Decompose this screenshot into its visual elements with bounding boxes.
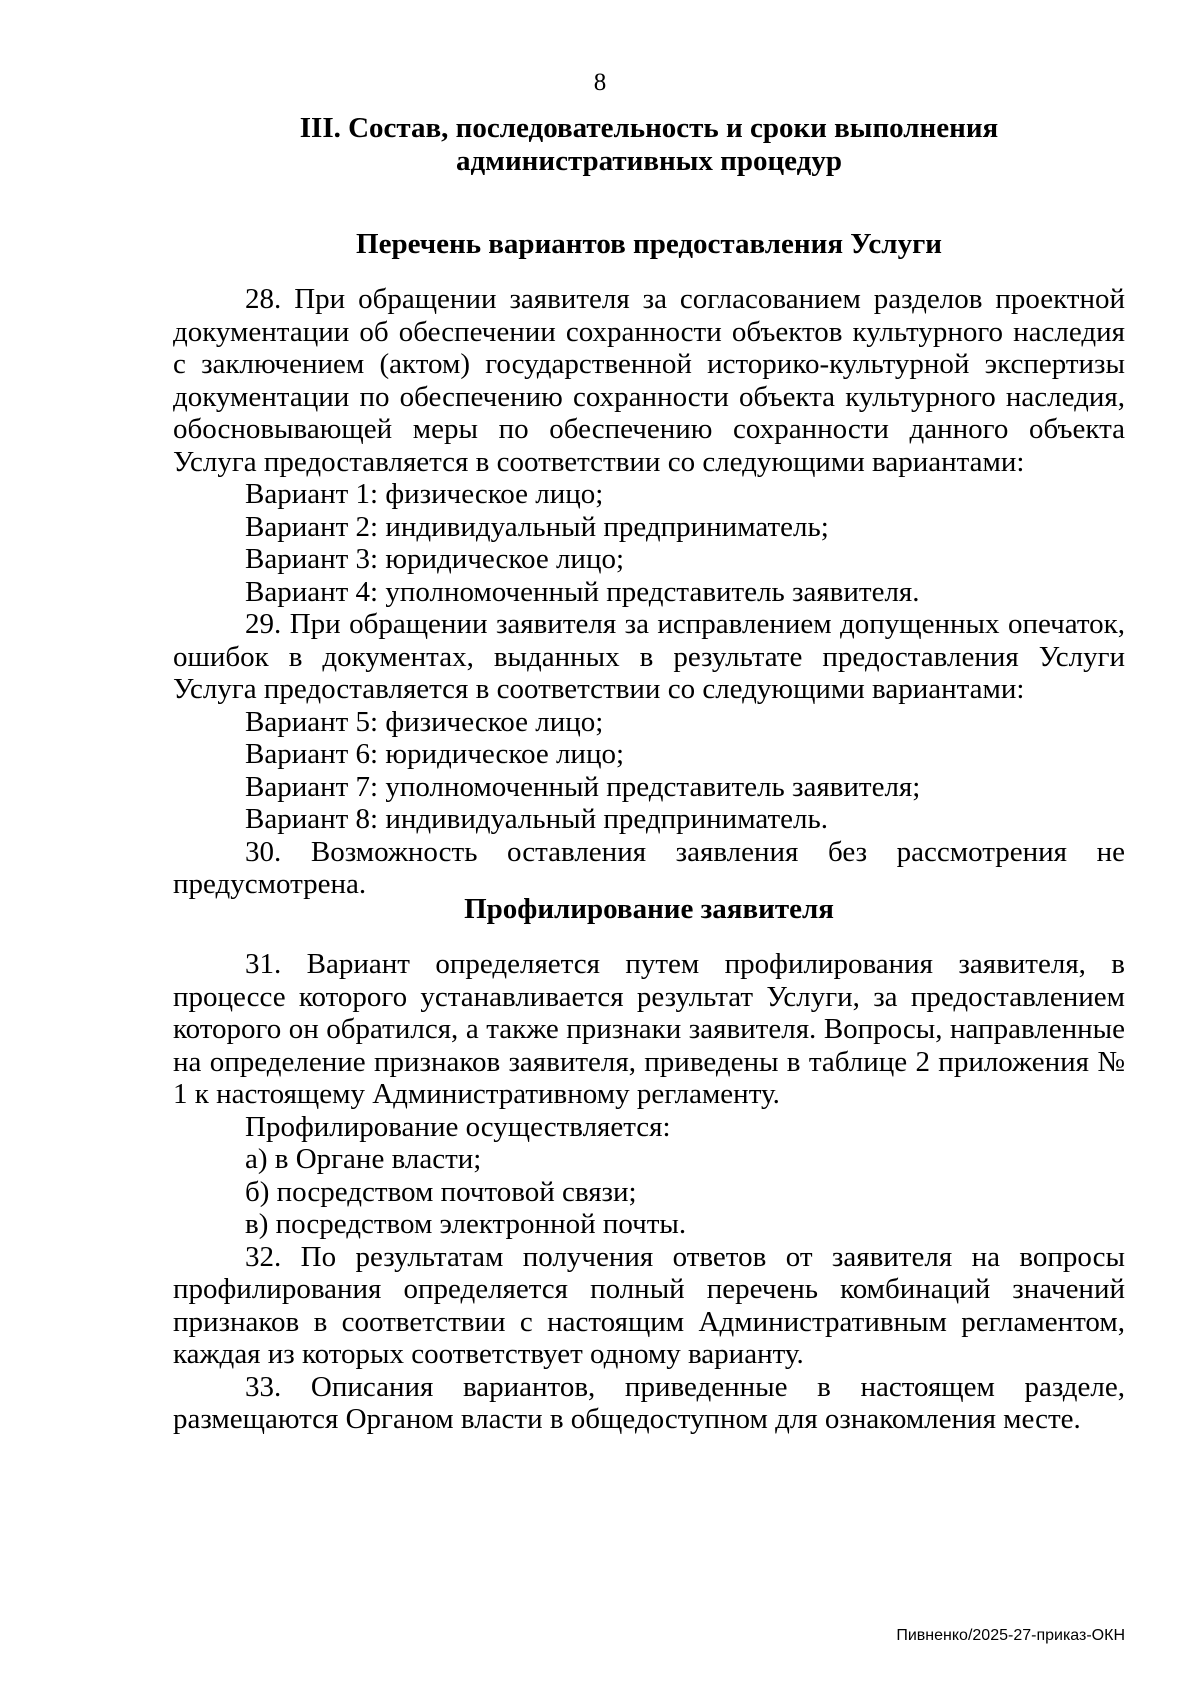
profiling-section (173, 948, 1125, 1436)
variants-section (173, 283, 1125, 901)
profiling-item: а) в Органе власти; (245, 1143, 482, 1175)
variant-item: Вариант 3: юридическое лицо; (245, 543, 625, 575)
variant-item: Вариант 6: юридическое лицо; (245, 738, 625, 770)
document-footer-code: Пивненко/2025-27-приказ-ОКН (896, 1627, 1125, 1644)
variant-item: Вариант 7: уполномоченный представитель заявителя; (245, 770, 921, 803)
paragraph-32: 32. По результатам получения ответов от заявителя на вопросы профилирования определяется полный перечень комбинаций значений признаков в соответствии с настоящим Административным регламентом, каждая из которых соответствует одному варианту. (173, 1240, 1125, 1370)
subsection-variants-title: Перечень вариантов предоставления Услуги (356, 228, 942, 260)
subsection-variants-title-block (173, 228, 1125, 261)
profiling-item: б) посредством почтовой связи; (245, 1175, 637, 1208)
paragraph-33: 33. Описания вариантов, приведенные в настоящем разделе, размещаются Органом власти в общедоступном для ознакомления месте. (173, 1370, 1125, 1435)
section-header-block (173, 112, 1125, 177)
variant-item: Вариант 5: физическое лицо; (245, 705, 604, 738)
subsection-profiling-title-block (173, 893, 1125, 926)
variant-item: Вариант 2: индивидуальный предприниматель; (245, 510, 829, 543)
paragraph-31: 31. Вариант определяется путем профилирования заявителя, в процессе которого устанавливается результат Услуги, за предоставлением которого он обратился, а также признаки заявителя. Вопросы, направленные на определение признаков заявителя, приведены в таблице 2 приложения № 1 к настоящему Административному регламенту. (173, 948, 1125, 1110)
profiling-intro: Профилирование осуществляется: (245, 1110, 671, 1143)
variant-item: Вариант 8: индивидуальный предприниматель. (245, 803, 828, 835)
subsection-profiling-title: Профилирование заявителя (464, 893, 834, 925)
variant-item: Вариант 1: физическое лицо; (245, 478, 604, 510)
paragraph-29: 29. При обращении заявителя за исправлением допущенных опечаток, ошибок в документах, выданных в результате предоставления Услуги Услуга предоставляется в соответствии со следующими вариантами: (173, 608, 1125, 705)
section-title: III. Состав, последовательность и сроки выполнения административных процедур (299, 112, 999, 177)
paragraph-30: 30. Возможность оставления заявления без рассмотрения не предусмотрена. (173, 835, 1125, 900)
profiling-item: в) посредством электронной почты. (245, 1208, 687, 1240)
page-number: 8 (593, 69, 607, 96)
variant-item: Вариант 4: уполномоченный представитель заявителя. (245, 575, 920, 608)
paragraph-28: 28. При обращении заявителя за согласованием разделов проектной документации об обеспечении сохранности объектов культурного наследия с заключением (актом) государственной историко-культурной экспертизы документации по обеспечению сохранности объекта культурного наследия, обосновывающей меры по обеспечению сохранности данного объекта Услуга предоставляется в соответствии со следующими вариантами: (173, 283, 1125, 478)
